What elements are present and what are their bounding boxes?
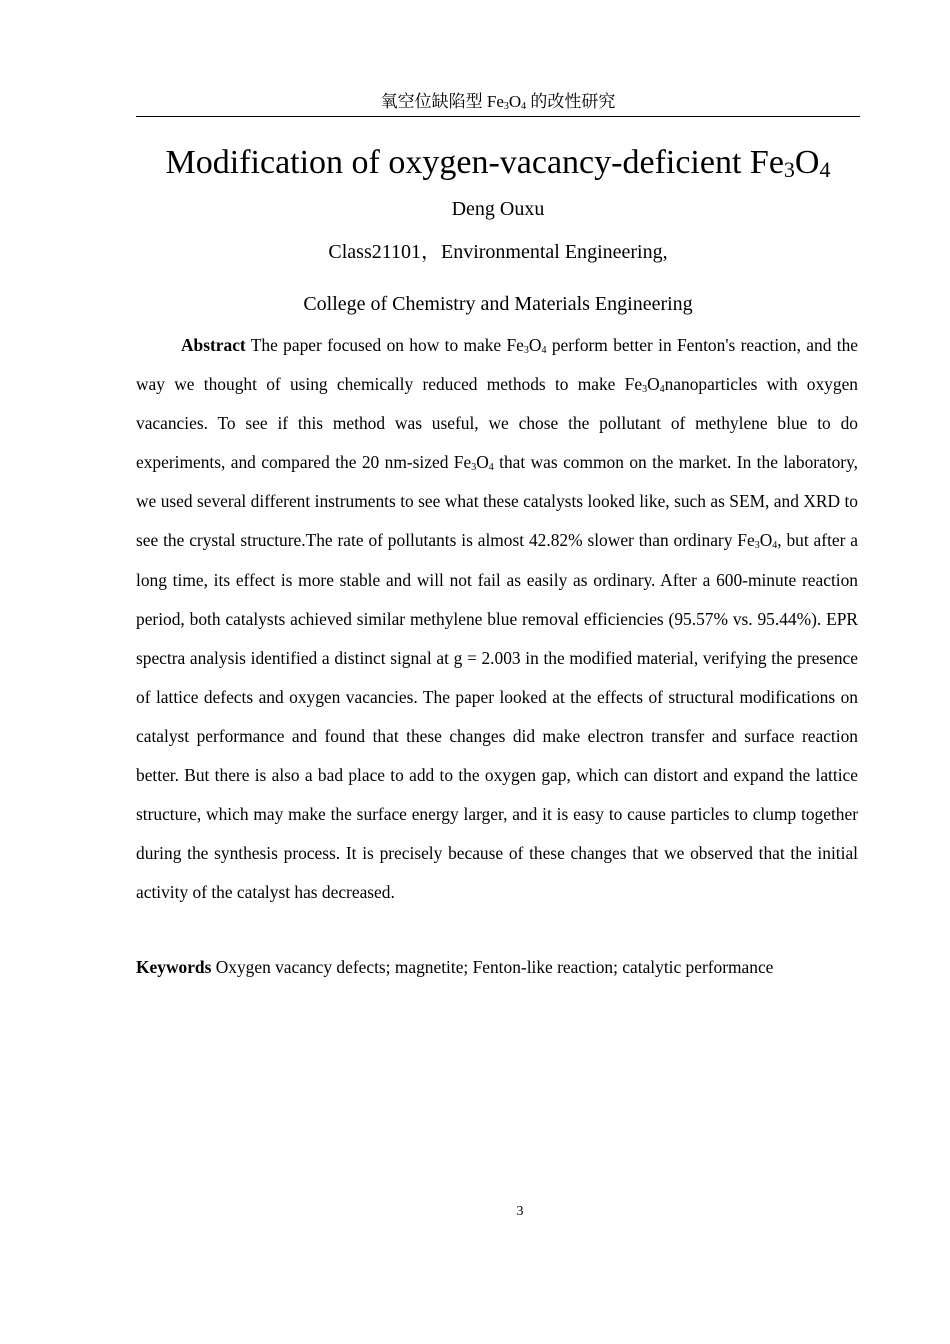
abstract-paragraph <box>136 326 858 912</box>
title-text-o: O <box>794 144 820 181</box>
abstract-text-2: perform better in Fenton's reaction, and the way we thought of using chemically reduced methods to make Fe <box>136 335 858 395</box>
abstract-sub: 4 <box>772 540 778 552</box>
abstract-sub: 4 <box>659 384 665 396</box>
header-subscript-3: 3 <box>503 101 509 112</box>
abstract-o: O <box>528 335 542 355</box>
paper-title <box>60 140 936 186</box>
author-name: Deng Ouxu <box>451 198 545 220</box>
header-subscript-4: 4 <box>521 101 527 112</box>
header-text-pre: 氧空位缺陷型 Fe <box>380 92 504 111</box>
header-text-o: O <box>508 92 522 111</box>
abstract-sub: 3 <box>642 384 648 396</box>
abstract-text-4: that was common on the market. In the laboratory, we used several different instruments to see what these catalysts looked like, such as SEM, and XRD to see the crystal structure.The rate of pollutants is almost 42.82% slower than ordinary Fe <box>136 452 859 551</box>
abstract-text-3: nanoparticles with oxygen vacancies. To see if this method was useful, we chose the pollutant of methylene blue to do experiments, and compared the 20 nm-sized Fe <box>136 374 858 473</box>
abstract-sub: 4 <box>488 462 494 474</box>
abstract-o: O <box>647 374 660 395</box>
abstract-sub: 4 <box>541 345 547 356</box>
keywords-line <box>136 952 858 982</box>
title-subscript-3: 3 <box>783 157 795 182</box>
abstract-sub: 3 <box>471 462 477 474</box>
affiliation-class: Class21101，Environmental Engineering, <box>328 241 668 263</box>
abstract-text-1: The paper focused on how to make Fe <box>245 335 524 355</box>
abstract-text-5: , but after a long time, its effect is more stable and will not fail as easily as ordinary. After a 600-minute reaction period, both catalysts achieved similar methylene blue removal efficiencies (95.57% vs. 95.44%). EPR spectra analysis identified a distinct signal at g = 2.003 in the modified material, verifying the presence of lattice defects and oxygen vacancies. The paper looked at the effects of structural modifications on catalyst performance and found that these changes did make electron transfer and surface reaction better. But there is also a bad place to add to the oxygen gap, which can distort and expand the lattice structure, which may make the surface energy larger, and it is easy to cause particles to clump together during the synthesis process. It is precisely because of these changes that we observed that the initial activity of the catalyst has decreased. <box>136 530 859 903</box>
title-text: Modification of oxygen-vacancy-deficient Fe <box>165 144 784 181</box>
keywords-label: Keywords <box>136 957 212 977</box>
abstract-sub: 3 <box>754 540 760 552</box>
abstract-o: O <box>759 530 773 551</box>
title-subscript-4: 4 <box>819 157 831 182</box>
abstract-o: O <box>476 452 489 473</box>
abstract-label: Abstract <box>181 335 246 355</box>
keywords-text: Oxygen vacancy defects; magnetite; Fenton-like reaction; catalytic performance <box>211 957 774 977</box>
page-number: 3 <box>516 1204 524 1219</box>
affiliation-college: College of Chemistry and Materials Engineering <box>303 293 693 315</box>
header-text-post: 的改性研究 <box>526 92 616 111</box>
running-header <box>136 90 860 117</box>
abstract-sub: 3 <box>523 345 529 356</box>
